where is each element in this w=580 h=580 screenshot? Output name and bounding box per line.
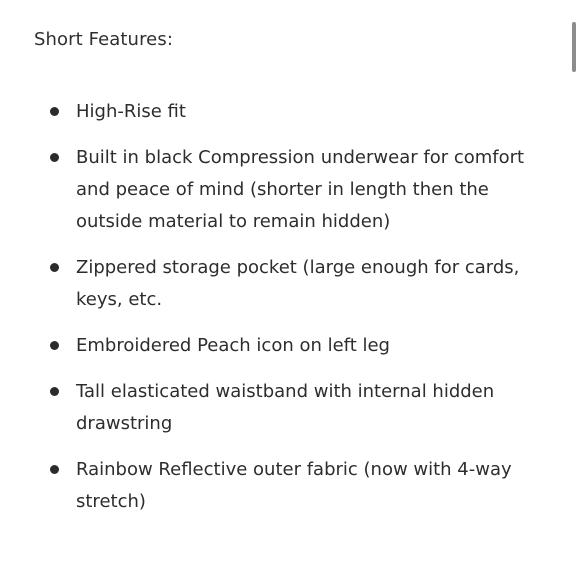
feature-text: Built in black Compression underwear for comfort and peace of mind (shorter in length then the outside material to remain hidden) <box>76 147 525 232</box>
feature-item-1 <box>42 96 548 128</box>
bullet-dot-icon <box>50 341 59 350</box>
bullet-dot-icon <box>50 153 59 162</box>
feature-text: Rainbow Reflective outer fabric (now with 4-way stretch) <box>76 459 512 512</box>
feature-item-6 <box>42 454 548 518</box>
bullet-dot-icon <box>50 263 59 272</box>
feature-item-3 <box>42 252 548 316</box>
feature-text: Zippered storage pocket (large enough for cards, keys, etc. <box>76 257 520 310</box>
feature-text: Embroidered Peach icon on left leg <box>76 335 390 356</box>
feature-item-2 <box>42 142 548 238</box>
feature-item-5 <box>42 376 548 440</box>
vertical-scrollbar-thumb[interactable] <box>572 22 576 72</box>
bullet-dot-icon <box>50 107 59 116</box>
bullet-dot-icon <box>50 387 59 396</box>
bullet-dot-icon <box>50 465 59 474</box>
feature-item-4 <box>42 330 548 362</box>
feature-list <box>42 96 548 532</box>
feature-text: High-Rise fit <box>76 101 186 122</box>
feature-text: Tall elasticated waistband with internal hidden drawstring <box>76 381 495 434</box>
section-heading: Short Features: <box>34 29 173 50</box>
